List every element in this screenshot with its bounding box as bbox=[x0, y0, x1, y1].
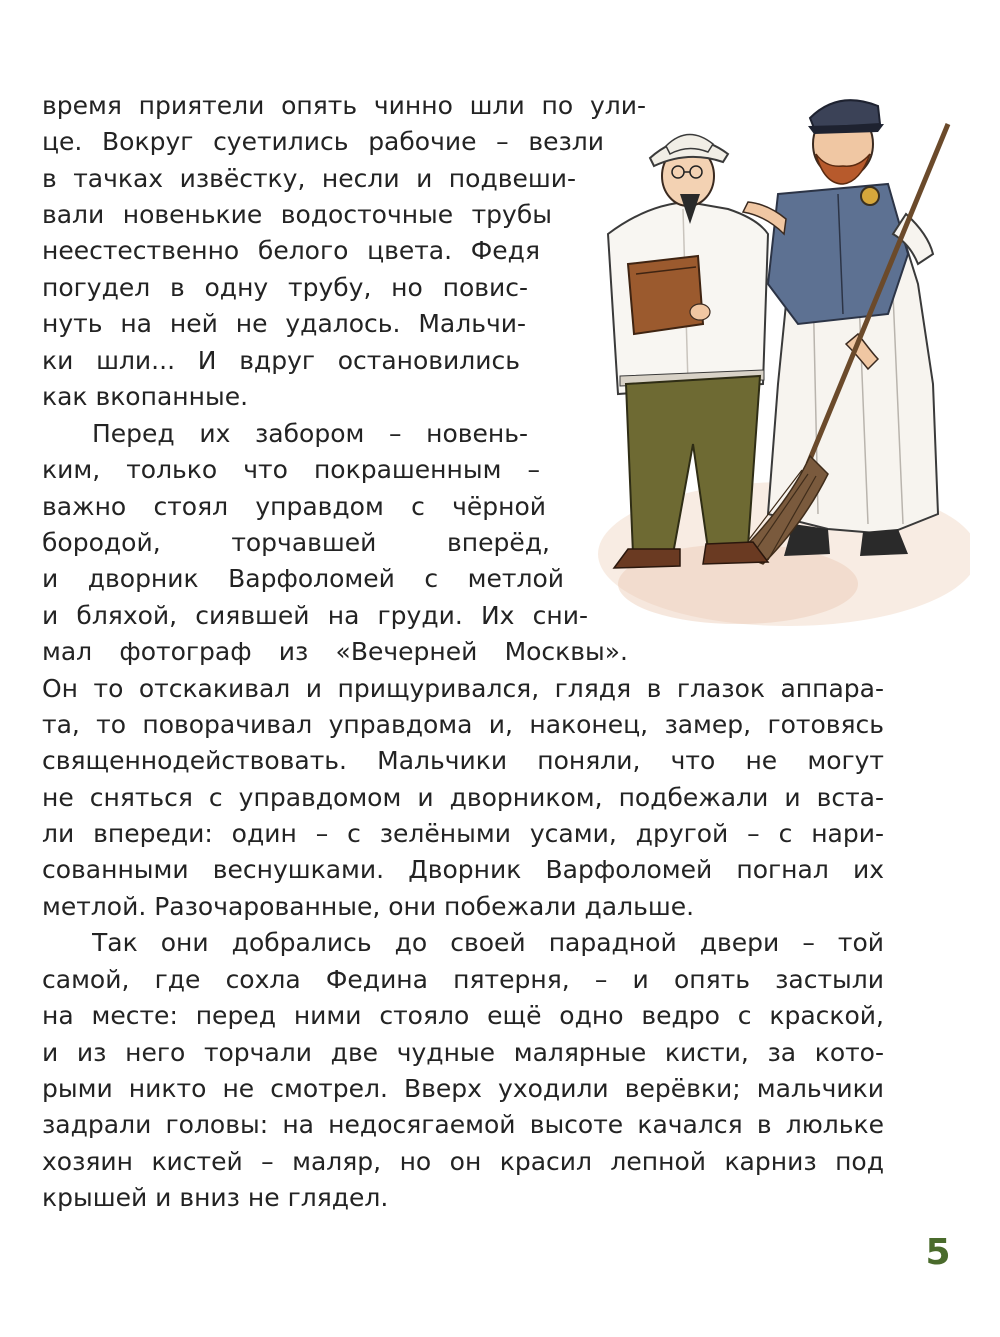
text-line: ким, только что покрашенным – bbox=[42, 455, 540, 484]
text-line: це. Вокруг суетились рабочие – везли bbox=[42, 127, 604, 156]
text-line: время приятели опять чинно шли по ули- bbox=[42, 91, 646, 120]
text-line: хозяин кистей – маляр, но он красил лепной карниз под bbox=[42, 1147, 884, 1176]
text-line: нуть на ней не удалось. Мальчи- bbox=[42, 309, 526, 338]
text-line: крышей и вниз не глядел. bbox=[42, 1183, 389, 1212]
text-line-indent: Перед их забором – новень- bbox=[92, 419, 528, 448]
text-line: бородой, торчавшей вперёд, bbox=[42, 528, 550, 557]
text-line-indent: Так они добрались до своей парадной двери – той bbox=[92, 928, 884, 957]
text-line: та, то поворачивал управдома и, наконец, замер, готовясь bbox=[42, 710, 884, 739]
text-line: сованными веснушками. Дворник Варфоломей погнал их bbox=[42, 855, 884, 884]
text-line: метлой. Разочарованные, они побежали дальше. bbox=[42, 892, 695, 921]
text-line: священнодействовать. Мальчики поняли, что не могут bbox=[42, 746, 884, 775]
page-number: 5 bbox=[925, 1232, 951, 1273]
text-line: погудел в одну трубу, но повис- bbox=[42, 273, 528, 302]
text-line: самой, где сохла Федина пятерня, – и опять застыли bbox=[42, 965, 884, 994]
text-line: и дворник Варфоломей с метлой bbox=[42, 564, 564, 593]
text-line: ли впереди: один – с зелёными усами, другой – с нари- bbox=[42, 819, 884, 848]
janitor-figure bbox=[738, 100, 948, 564]
text-line: и из него торчали две чудные малярные кисти, за кото- bbox=[42, 1038, 884, 1067]
text-line: и бляхой, сиявшей на груди. Их сни- bbox=[42, 601, 588, 630]
illustration-manager-and-janitor bbox=[588, 84, 970, 644]
text-line: ки шли... И вдруг остановились bbox=[42, 346, 520, 375]
text-line: важно стоял управдом с чёрной bbox=[42, 492, 546, 521]
text-line: вали новенькие водосточные трубы bbox=[42, 200, 552, 229]
text-line: неестественно белого цвета. Федя bbox=[42, 236, 540, 265]
text-line: мал фотограф из «Вечерней Москвы». bbox=[42, 637, 628, 666]
text-line: как вкопанные. bbox=[42, 382, 249, 411]
text-line: задрали головы: на недосягаемой высоте качался в люльке bbox=[42, 1110, 884, 1139]
text-line: на месте: перед ними стояло ещё одно ведро с краской, bbox=[42, 1001, 884, 1030]
text-line: рыми никто не смотрел. Вверх уходили верёвки; мальчики bbox=[42, 1074, 884, 1103]
text-line: в тачках извёстку, несли и подвеши- bbox=[42, 164, 576, 193]
text-line: не сняться с управдомом и дворником, подбежали и вста- bbox=[42, 783, 884, 812]
text-line: Он то отскакивал и прищуривался, глядя в глазок аппара- bbox=[42, 674, 884, 703]
